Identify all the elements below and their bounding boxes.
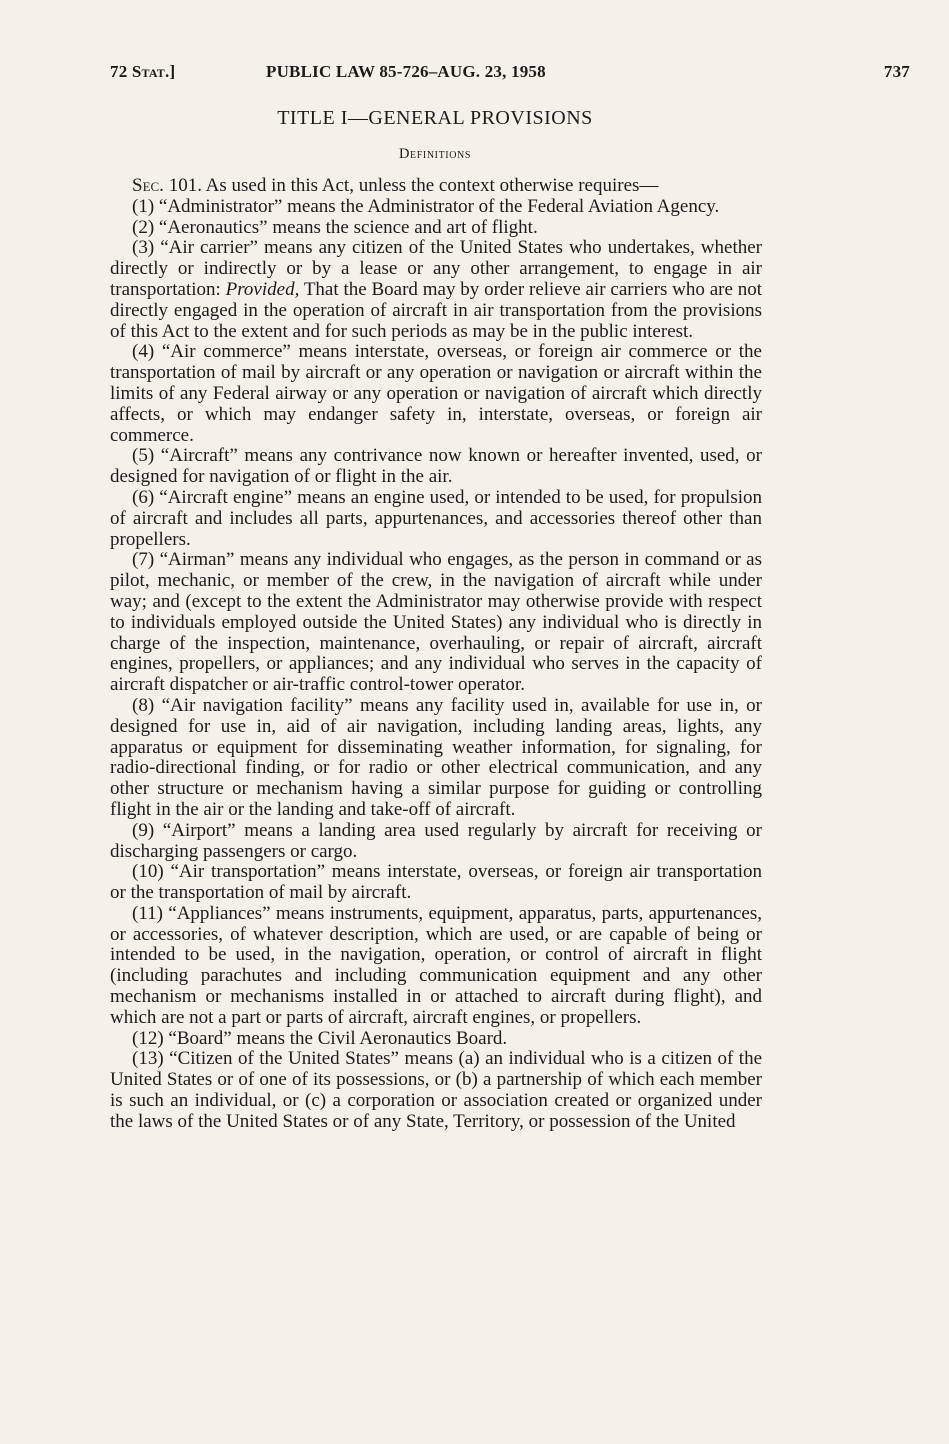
definition-text: “Air commerce” means interstate, overseas, or foreign air commerce or the transportation of mail by aircraft or any operation or navigation or aircraft within the limits of any Federal airway or any operation or navigation of aircraft which directly affects, or which may endanger safety in, interstate, overseas, or foreign air commerce. — [110, 341, 762, 446]
definition-text-continued: That the Board may by order relieve air carriers who are not directly engaged in the operation of aircraft in air transportation from the provisions of this Act to the extent and for such periods as may be in the public interest. — [110, 278, 762, 342]
definition-number: (4) — [132, 341, 155, 363]
section-heading: Definitions — [398, 146, 472, 162]
intro-text: 101. As used in this Act, unless the context otherwise requires— — [168, 175, 659, 196]
definition-text: “Air navigation facility” means any facility used in, available for use in, or designed for use in, aid of air navigation, including landing areas, lights, any apparatus or equipment for disseminating weather information, for signaling, for radio-directional finding, or for radio or other electrical communication, and any other structure or mechanism having a similar purpose for guiding or controlling flight in the air or the landing and take-off of aircraft. — [110, 694, 763, 820]
definition-text: “Aeronautics” means the science and art of flight. — [158, 216, 538, 238]
definition-text: “Appliances” means instruments, equipment, apparatus, parts, appurtenances, or accessories, of whatever description, which are used, or are capable of being or intended to be used, in the navigation, operation, or control of aircraft in flight (including parachutes and including communication equipment and any other mechanism or mechanisms installed in or attached to aircraft during flight), and which are not a part or parts of aircraft, aircraft engines, or propellers. — [110, 902, 762, 1028]
definition-number: (5) — [132, 445, 155, 467]
definition-text: “Airman” means any individual who engages, as the person in command or as pilot, mechanic, or member of the crew, in the navigation of aircraft while under way; and (except to the extent the Administrator may otherwise provide with respect to individuals employed outside the United States) any individual who is directly in charge of the inspection, maintenance, overhauling, or repair of aircraft, aircraft engines, propellers, or appliances; and any individual who serves in the capacity of aircraft dispatcher or air-traffic control-tower operator. — [110, 549, 763, 696]
definition-text: “Air carrier” means any citizen of the United States who undertakes, whether directly or indirectly or by a lease or any other arrangement, to engage in air transportation: — [110, 237, 762, 300]
definition-number: (3) — [132, 237, 155, 259]
running-head — [110, 62, 910, 88]
definition-paragraph — [110, 550, 762, 696]
definition-text: “Air transportation” means interstate, overseas, or foreign air transportation or the transportation of mail by aircraft. — [110, 861, 763, 904]
document-body — [110, 176, 762, 1133]
definition-number: (11) — [132, 902, 163, 924]
definition-paragraph — [110, 488, 762, 550]
definition-number: (1) — [132, 195, 155, 217]
definition-paragraph — [110, 1029, 762, 1050]
definition-paragraph — [110, 197, 762, 218]
stat-volume: 72 — [110, 62, 128, 81]
definition-text: “Aircraft engine” means an engine used, or intended to be used, for propulsion of aircraft and includes all parts, appurtenances, and accessories thereof other than propellers. — [110, 486, 762, 550]
definition-paragraph — [110, 904, 762, 1029]
definition-number: (2) — [132, 216, 155, 238]
definition-paragraph — [110, 1049, 762, 1132]
stat-reference — [110, 62, 175, 82]
definition-number: (7) — [132, 549, 155, 571]
definition-text: “Airport” means a landing area used regularly by aircraft for receiving or discharging passengers or cargo. — [110, 819, 762, 862]
definition-paragraph — [110, 342, 762, 446]
definition-paragraph — [110, 821, 762, 863]
definition-paragraph — [110, 446, 762, 488]
definition-number: (6) — [132, 486, 155, 508]
title-heading: TITLE I—GENERAL PROVISIONS — [277, 107, 593, 129]
definition-text: “Aircraft” means any contrivance now known or hereafter invented, used, or designed for navigation of or flight in the air. — [110, 445, 762, 488]
definition-number: (8) — [132, 694, 155, 716]
definition-number: (10) — [132, 861, 164, 883]
definition-number: (9) — [132, 819, 155, 841]
definition-paragraph — [110, 862, 762, 904]
definition-paragraph — [110, 696, 762, 821]
definition-text: “Citizen of the United States” means (a) an individual who is a citizen of the United States or of one of its possessions, or (b) a partnership of which each member is such an individual, or (c) a corporation or association created or organized under the laws of the United States or of any State, Territory, or possession of the United — [110, 1048, 762, 1132]
definition-number: (13) — [132, 1048, 164, 1070]
definition-paragraph — [110, 238, 762, 342]
proviso-text: Provided, — [225, 278, 300, 300]
intro-paragraph — [110, 176, 762, 197]
sec-label: Sec. — [132, 175, 164, 196]
definition-number: (12) — [132, 1027, 164, 1049]
law-line: PUBLIC LAW 85-726–AUG. 23, 1958 — [266, 62, 546, 81]
stat-label: Stat.] — [131, 62, 176, 81]
definition-paragraph — [110, 218, 762, 239]
definition-text: “Administrator” means the Administrator of the Federal Aviation Agency. — [158, 195, 720, 217]
page-number: 737 — [883, 62, 910, 81]
definition-text: “Board” means the Civil Aeronautics Board. — [168, 1027, 508, 1049]
